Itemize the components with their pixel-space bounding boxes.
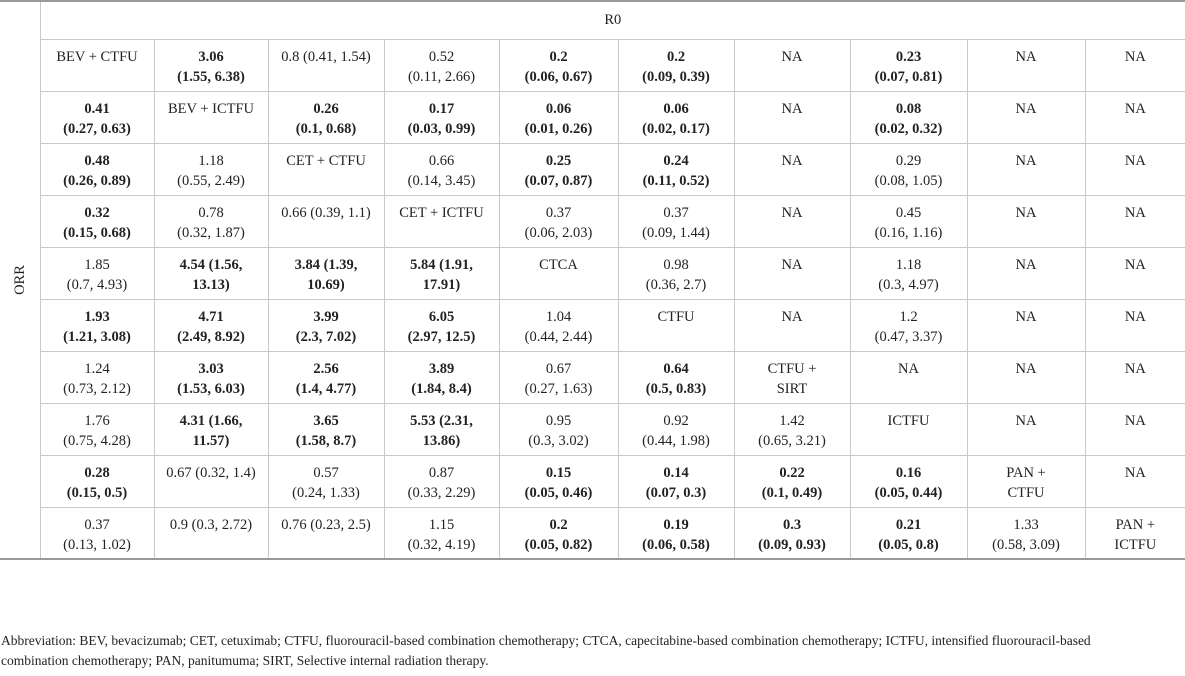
table-cell	[850, 195, 967, 247]
cell-text: (1.21, 3.08)	[63, 328, 131, 345]
table-row	[0, 143, 1185, 195]
cell-text: (0.3, 3.02)	[528, 432, 589, 449]
cell-text: CTCA	[539, 256, 578, 273]
table-cell	[384, 91, 499, 143]
cell-text: BEV + ICTFU	[167, 100, 255, 117]
cell-text: 2.56	[313, 360, 339, 377]
diagonal-treatment-cell	[1085, 507, 1185, 559]
table-cell	[967, 195, 1085, 247]
cell-text: (0.05, 0.82)	[524, 536, 593, 553]
table-cell	[384, 39, 499, 91]
table-cell	[499, 455, 618, 507]
cell-text: 0.26	[313, 100, 339, 117]
cell-text: 0.57	[313, 464, 339, 481]
cell-text: SIRT	[776, 380, 808, 397]
diagonal-treatment-cell	[618, 299, 734, 351]
cell-text: CTFU	[657, 308, 695, 325]
cell-text: (0.15, 0.5)	[66, 484, 128, 501]
cell-text: 3.65	[313, 412, 339, 429]
table-cell	[154, 39, 268, 91]
table-row	[0, 403, 1185, 455]
cell-text: 4.71	[198, 308, 224, 325]
table-cell	[268, 299, 384, 351]
cell-text: (0.44, 2.44)	[524, 328, 593, 345]
cell-text: 3.99	[313, 308, 339, 325]
cell-text: CTFU	[1007, 484, 1045, 501]
table-cell	[499, 195, 618, 247]
column-header-label: R0	[604, 12, 622, 28]
table-row	[0, 247, 1185, 299]
cell-text: (0.01, 0.26)	[524, 120, 593, 137]
cell-text: (0.07, 0.3)	[645, 484, 707, 501]
cell-text: 0.92	[663, 412, 689, 429]
table-cell	[154, 403, 268, 455]
table-cell	[268, 403, 384, 455]
cell-text: 0.14	[663, 464, 689, 481]
table-cell	[268, 195, 384, 247]
footnote: Abbreviation: BEV, bevacizumab; CET, cetuximab; CTFU, fluorouracil-based combination chemotherapy; CTCA, capecitabine-based combination chemotherapy; ICTFU, intensified fluorouracil-based combination chemotherapy; PAN, panitumuma; SIRT, Selective internal radiation therapy.	[1, 633, 1091, 668]
cell-text: (0.15, 0.68)	[63, 224, 131, 241]
cell-text: (0.16, 1.16)	[874, 224, 943, 241]
cell-text: 13.86)	[422, 432, 461, 449]
cell-text: ICTFU	[887, 412, 930, 429]
table-cell	[268, 507, 384, 559]
cell-text: 1.18	[895, 256, 922, 273]
cell-text: 13.13)	[192, 276, 230, 293]
column-header-cell	[40, 1, 1185, 39]
table-cell	[967, 351, 1085, 403]
cell-text: 1.24	[84, 360, 110, 377]
cell-text: 0.78	[198, 204, 224, 221]
cell-text: (0.24, 1.33)	[292, 484, 360, 501]
table-cell	[618, 507, 734, 559]
diagonal-treatment-cell	[268, 143, 384, 195]
cell-text: 0.3	[782, 516, 802, 533]
cell-text: (0.58, 3.09)	[992, 536, 1060, 553]
table-cell	[850, 507, 967, 559]
cell-text: ICTFU	[1114, 536, 1157, 553]
table-cell	[734, 455, 850, 507]
table-cell	[734, 91, 850, 143]
table-cell	[384, 507, 499, 559]
cell-text: (0.08, 1.05)	[874, 172, 943, 189]
table-cell	[967, 403, 1085, 455]
row-header-label: ORR	[11, 265, 28, 295]
table-cell	[618, 39, 734, 91]
table-cell	[967, 247, 1085, 299]
cell-text: (0.06, 2.03)	[524, 224, 593, 241]
cell-text: (0.07, 0.81)	[874, 68, 943, 85]
cell-text: 10.69)	[307, 276, 345, 293]
cell-text: (0.05, 0.46)	[524, 484, 593, 501]
cell-text: 0.2	[549, 48, 568, 65]
cell-text: 0.66 (0.39, 1.1)	[281, 204, 371, 221]
table-cell	[1085, 351, 1185, 403]
table-cell	[268, 91, 384, 143]
cell-text: 0.19	[663, 516, 689, 533]
table-cell	[618, 403, 734, 455]
table-row	[0, 299, 1185, 351]
cell-text: 5.53 (2.31,	[410, 412, 473, 429]
cell-text: (1.53, 6.03)	[177, 380, 245, 397]
diagonal-treatment-cell	[850, 403, 967, 455]
table-cell	[499, 91, 618, 143]
cell-text: (0.09, 1.44)	[642, 224, 710, 241]
diagonal-treatment-cell	[154, 91, 268, 143]
cell-text: 0.67	[545, 360, 572, 377]
cell-text: 0.66	[428, 152, 455, 169]
cell-text: NA	[1124, 360, 1146, 377]
diagonal-treatment-cell	[40, 39, 154, 91]
table-cell	[734, 507, 850, 559]
table-cell	[734, 299, 850, 351]
table-cell	[268, 351, 384, 403]
table-cell	[1085, 195, 1185, 247]
cell-text: NA	[1015, 152, 1037, 169]
table-cell	[40, 247, 154, 299]
cell-text: CET + ICTFU	[399, 204, 484, 221]
cell-text: NA	[1015, 48, 1037, 65]
cell-text: CET + CTFU	[286, 152, 366, 169]
cell-text: (0.47, 3.37)	[874, 328, 943, 345]
cell-text: 11.57)	[192, 432, 230, 449]
row-header-cell	[0, 1, 40, 559]
table-cell	[734, 143, 850, 195]
table-cell	[499, 507, 618, 559]
table-cell	[1085, 299, 1185, 351]
table-cell	[40, 403, 154, 455]
cell-text: 0.24	[663, 152, 689, 169]
cell-text: 1.93	[84, 308, 110, 325]
table-cell	[618, 143, 734, 195]
table-cell	[618, 351, 734, 403]
cell-text: (0.1, 0.49)	[761, 484, 823, 501]
cell-text: (2.3, 7.02)	[295, 328, 357, 345]
cell-text: NA	[781, 256, 803, 273]
cell-text: 0.52	[428, 48, 455, 65]
cell-text: NA	[1124, 256, 1146, 273]
cell-text: 0.2	[549, 516, 568, 533]
cell-text: 0.23	[895, 48, 922, 65]
cell-text: (0.65, 3.21)	[758, 432, 826, 449]
cell-text: NA	[1015, 360, 1037, 377]
cell-text: 0.9 (0.3, 2.72)	[169, 516, 253, 533]
table-cell	[384, 455, 499, 507]
cell-text: 0.41	[84, 100, 110, 117]
table-cell	[499, 143, 618, 195]
table-cell	[734, 403, 850, 455]
table-cell	[40, 455, 154, 507]
table-cell	[850, 39, 967, 91]
table-cell	[734, 247, 850, 299]
cell-text: CTFU +	[767, 360, 817, 377]
cell-text: NA	[781, 100, 803, 117]
cell-text: (0.02, 0.17)	[642, 120, 710, 137]
cell-text: (0.11, 2.66)	[407, 68, 476, 85]
table-cell	[154, 351, 268, 403]
cell-text: 0.22	[779, 464, 805, 481]
table-cell	[850, 91, 967, 143]
cell-text: (1.55, 6.38)	[177, 68, 245, 85]
table-cell	[850, 299, 967, 351]
cell-text: 1.33	[1013, 516, 1039, 533]
cell-text: (0.06, 0.67)	[524, 68, 593, 85]
table-cell	[384, 403, 499, 455]
table-cell	[268, 39, 384, 91]
table-cell	[967, 299, 1085, 351]
cell-text: (0.27, 1.63)	[524, 380, 593, 397]
table-cell	[40, 143, 154, 195]
table-row	[0, 507, 1185, 559]
cell-text: 0.8 (0.41, 1.54)	[281, 48, 371, 65]
cell-text: PAN +	[1115, 516, 1156, 533]
cell-text: 0.2	[666, 48, 686, 65]
table-cell	[499, 403, 618, 455]
table-cell	[967, 507, 1085, 559]
cell-text: 0.25	[545, 152, 572, 169]
table-cell	[618, 91, 734, 143]
cell-text: 0.16	[895, 464, 922, 481]
cell-text: 1.15	[428, 516, 455, 533]
cell-text: 5.84 (1.91,	[410, 256, 473, 273]
table-cell	[384, 143, 499, 195]
cell-text: (0.32, 1.87)	[177, 224, 245, 241]
table-cell	[734, 39, 850, 91]
cell-text: 0.45	[895, 204, 922, 221]
diagonal-treatment-cell	[734, 351, 850, 403]
table-cell	[154, 247, 268, 299]
table-cell	[40, 299, 154, 351]
cell-text: (0.09, 0.93)	[758, 536, 826, 553]
table-cell	[154, 299, 268, 351]
table-cell	[1085, 455, 1185, 507]
table-cell	[384, 299, 499, 351]
cell-text: (0.1, 0.68)	[295, 120, 357, 137]
table-cell	[1085, 403, 1185, 455]
cell-text: (0.02, 0.32)	[874, 120, 943, 137]
cell-text: NA	[898, 360, 919, 377]
cell-text: 1.76	[84, 412, 110, 429]
cell-text: 0.48	[84, 152, 110, 169]
cell-text: (0.55, 2.49)	[177, 172, 245, 189]
cell-text: 0.28	[84, 464, 110, 481]
table-cell	[499, 351, 618, 403]
cell-text: NA	[1015, 256, 1037, 273]
cell-text: 0.98	[663, 256, 689, 273]
table-cell	[850, 247, 967, 299]
table-cell	[618, 195, 734, 247]
cell-text: 3.89	[428, 360, 455, 377]
cell-text: NA	[1124, 464, 1146, 481]
table-cell	[499, 39, 618, 91]
cell-text: (0.44, 1.98)	[642, 432, 710, 449]
cell-text: NA	[1124, 152, 1146, 169]
table-cell	[967, 39, 1085, 91]
cell-text: (0.73, 2.12)	[63, 380, 131, 397]
table-row	[0, 351, 1185, 403]
table-row	[0, 455, 1185, 507]
table-cell	[618, 247, 734, 299]
cell-text: NA	[1124, 412, 1146, 429]
cell-text: (2.49, 8.92)	[177, 328, 245, 345]
cell-text: NA	[1015, 412, 1037, 429]
cell-text: PAN +	[1006, 464, 1046, 481]
cell-text: (2.97, 12.5)	[407, 328, 476, 345]
cell-text: (0.27, 0.63)	[63, 120, 131, 137]
cell-text: 0.37	[663, 204, 689, 221]
table-cell	[40, 351, 154, 403]
cell-text: 0.67 (0.32, 1.4)	[166, 464, 256, 481]
cell-text: 0.32	[84, 204, 110, 221]
table-cell	[850, 351, 967, 403]
cell-text: (0.33, 2.29)	[407, 484, 476, 501]
table-row	[0, 91, 1185, 143]
table-cell	[40, 507, 154, 559]
cell-text: NA	[1015, 308, 1037, 325]
cell-text: NA	[1124, 48, 1146, 65]
cell-text: 0.06	[663, 100, 689, 117]
cell-text: 0.76 (0.23, 2.5)	[281, 516, 371, 533]
cell-text: 1.42	[779, 412, 805, 429]
table-cell	[40, 195, 154, 247]
cell-text: 0.95	[545, 412, 572, 429]
table-cell	[384, 351, 499, 403]
cell-text: 17.91)	[422, 276, 461, 293]
cell-text: NA	[781, 204, 803, 221]
table-cell	[850, 455, 967, 507]
table-cell	[268, 455, 384, 507]
cell-text: 1.18	[198, 152, 224, 169]
cell-text: (1.58, 8.7)	[295, 432, 357, 449]
cell-text: (0.05, 0.44)	[874, 484, 943, 501]
cell-text: 0.37	[545, 204, 572, 221]
table-cell	[850, 143, 967, 195]
cell-text: 1.04	[545, 308, 572, 325]
table-cell	[154, 195, 268, 247]
cell-text: BEV + CTFU	[56, 48, 138, 65]
cell-text: (0.75, 4.28)	[63, 432, 131, 449]
cell-text: 0.37	[84, 516, 110, 533]
table-row	[0, 195, 1185, 247]
table-cell	[154, 507, 268, 559]
table-cell	[1085, 143, 1185, 195]
cell-text: (0.07, 0.87)	[524, 172, 593, 189]
cell-text: (0.5, 0.83)	[645, 380, 707, 397]
cell-text: (0.32, 4.19)	[407, 536, 476, 553]
diagonal-treatment-cell	[384, 195, 499, 247]
cell-text: 0.21	[895, 516, 922, 533]
cell-text: 4.31 (1.66,	[179, 412, 243, 429]
cell-text: NA	[1124, 308, 1146, 325]
cell-text: (1.84, 8.4)	[411, 380, 472, 397]
table-cell	[1085, 247, 1185, 299]
table-cell	[154, 143, 268, 195]
cell-text: NA	[1124, 100, 1146, 117]
cell-text: 1.85	[84, 256, 110, 273]
header-row	[0, 1, 1185, 39]
cell-text: NA	[1015, 100, 1037, 117]
cell-text: (1.4, 4.77)	[295, 380, 357, 397]
table-cell	[967, 143, 1085, 195]
cell-text: (0.3, 4.97)	[878, 276, 939, 293]
cell-text: (0.14, 3.45)	[407, 172, 476, 189]
table-cell	[1085, 91, 1185, 143]
cell-text: (0.36, 2.7)	[645, 276, 707, 293]
table-cell	[384, 247, 499, 299]
cell-text: 0.17	[428, 100, 455, 117]
table-cell	[268, 247, 384, 299]
cell-text: NA	[781, 48, 803, 65]
cell-text: 3.84 (1.39,	[294, 256, 358, 273]
cell-text: (0.13, 1.02)	[63, 536, 131, 553]
cell-text: NA	[781, 152, 803, 169]
table-cell	[499, 299, 618, 351]
cell-text: 3.03	[198, 360, 224, 377]
cell-text: (0.26, 0.89)	[63, 172, 131, 189]
cell-text: (0.11, 0.52)	[642, 172, 710, 189]
table-cell	[734, 195, 850, 247]
diagonal-treatment-cell	[499, 247, 618, 299]
table-cell	[1085, 39, 1185, 91]
cell-text: (0.05, 0.8)	[878, 536, 939, 553]
cell-text: NA	[781, 308, 803, 325]
cell-text: 3.06	[198, 48, 224, 65]
cell-text: 0.87	[428, 464, 455, 481]
cell-text: (0.03, 0.99)	[407, 120, 476, 137]
cell-text: (0.09, 0.39)	[642, 68, 710, 85]
table-cell	[618, 455, 734, 507]
table-cell	[154, 455, 268, 507]
cell-text: 0.15	[545, 464, 572, 481]
table-row	[0, 39, 1185, 91]
diagonal-treatment-cell	[967, 455, 1085, 507]
cell-text: (0.7, 4.93)	[66, 276, 128, 293]
table-cell	[967, 91, 1085, 143]
cell-text: 0.06	[545, 100, 572, 117]
cell-text: NA	[1015, 204, 1037, 221]
cell-text: 1.2	[899, 308, 918, 325]
cell-text: 0.64	[663, 360, 689, 377]
cell-text: 0.29	[895, 152, 922, 169]
cell-text: 0.08	[895, 100, 922, 117]
cell-text: (0.06, 0.58)	[642, 536, 710, 553]
cell-text: 6.05	[428, 308, 455, 325]
cell-text: 4.54 (1.56,	[179, 256, 243, 273]
cell-text: NA	[1124, 204, 1146, 221]
table-cell	[40, 91, 154, 143]
